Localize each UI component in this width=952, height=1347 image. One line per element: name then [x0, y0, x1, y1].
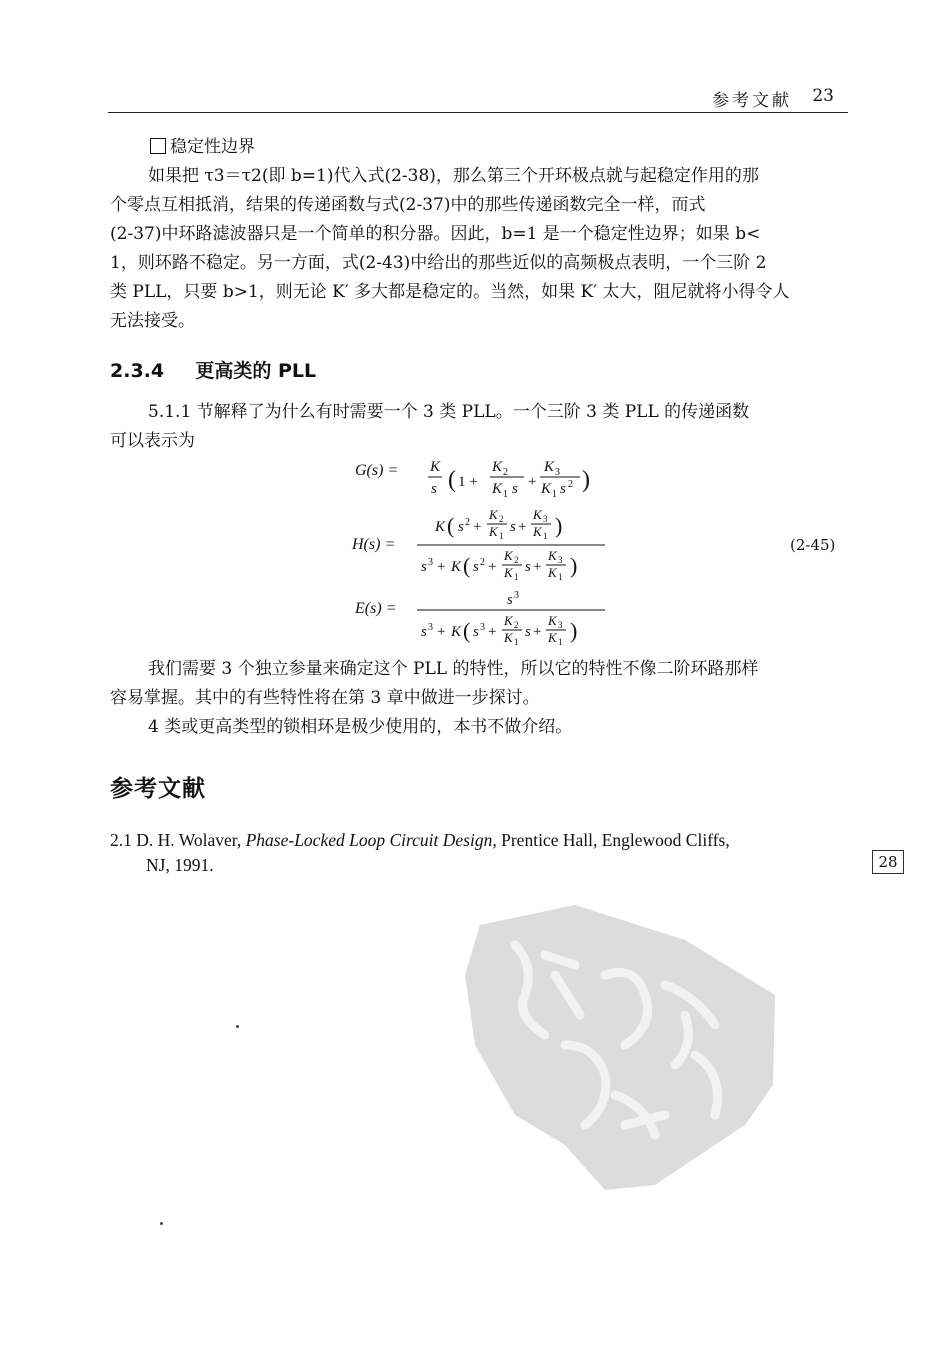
svg-text:s: s	[421, 559, 427, 575]
paragraph-line: 无法接受。	[110, 311, 195, 331]
svg-text:+: +	[518, 519, 527, 535]
margin-page-number: 28	[872, 850, 904, 874]
svg-text:K: K	[548, 565, 557, 580]
svg-text:2: 2	[514, 620, 519, 630]
svg-text:2: 2	[465, 517, 470, 528]
paragraph-line: 类 PLL，只要 b>1，则无论 K′ 多大都是稳定的。当然，如果 K′ 太大，阻尼就将小得令人	[110, 282, 790, 302]
equation-H-rhs	[415, 505, 615, 585]
svg-text:K: K	[548, 548, 557, 563]
reference-author: D. H. Wolaver,	[136, 830, 242, 850]
svg-text:3: 3	[543, 514, 548, 524]
svg-text:+: +	[488, 559, 497, 575]
svg-text:s: s	[560, 481, 566, 497]
svg-text:3: 3	[428, 622, 433, 633]
svg-text:3: 3	[428, 557, 433, 568]
svg-text:K: K	[435, 519, 446, 535]
svg-text:1: 1	[503, 489, 508, 500]
svg-text:K: K	[489, 507, 498, 522]
svg-text:1: 1	[514, 572, 519, 582]
svg-text:+: +	[533, 624, 542, 640]
paragraph-line: 我们需要 3 个独立参量来确定这个 PLL 的特性，所以它的特性不像二阶环路那样	[148, 659, 759, 679]
reference-line-2: NJ, 1991.	[146, 855, 214, 875]
svg-text:1: 1	[552, 489, 557, 500]
svg-text:+: +	[528, 474, 537, 490]
svg-text:s: s	[507, 592, 513, 608]
svg-text:K: K	[451, 559, 462, 575]
paragraph-line: (2-37)中环路滤波器只是一个简单的积分器。因此，b=1 是一个稳定性边界；如果 b<	[110, 224, 761, 244]
reference-line	[110, 828, 850, 853]
stability-heading-text: 稳定性边界	[170, 137, 255, 157]
running-header	[108, 82, 848, 113]
svg-text:K: K	[492, 481, 503, 497]
svg-text:3: 3	[558, 620, 563, 630]
svg-text:K: K	[489, 524, 498, 539]
svg-text:2: 2	[568, 479, 573, 490]
equation-E	[355, 600, 396, 618]
svg-text:s: s	[473, 559, 479, 575]
svg-text:3: 3	[514, 590, 519, 601]
svg-text:K: K	[533, 524, 542, 539]
watermark-seal-icon	[455, 885, 785, 1200]
svg-text:s: s	[473, 624, 479, 640]
svg-text:+: +	[437, 624, 446, 640]
svg-text:s: s	[431, 481, 437, 497]
svg-text:): )	[582, 467, 590, 493]
svg-text:s: s	[421, 624, 427, 640]
svg-text:+: +	[473, 519, 482, 535]
svg-text:K: K	[451, 624, 462, 640]
svg-text:2: 2	[514, 555, 519, 565]
svg-text:): )	[570, 553, 578, 578]
paragraph-line: 容易掌握。其中的有些特性将在第 3 章中做进一步探讨。	[110, 688, 540, 708]
svg-text:3: 3	[558, 555, 563, 565]
svg-text:K: K	[504, 630, 513, 645]
reference-number: 2.1	[110, 830, 132, 850]
svg-text:K: K	[504, 565, 513, 580]
references-heading: 参考文献	[110, 776, 206, 802]
paragraph-line: 个零点互相抵消，结果的传递函数与式(2-37)中的那些传递函数完全一样，而式	[110, 195, 706, 215]
svg-text:1: 1	[514, 637, 519, 647]
stray-dot	[236, 1025, 239, 1028]
svg-text:+: +	[533, 559, 542, 575]
svg-text:K: K	[504, 548, 513, 563]
svg-text:(: (	[463, 618, 471, 643]
equation-G-lhs: G(s) =	[355, 462, 399, 479]
svg-text:2: 2	[480, 557, 485, 568]
svg-text:1: 1	[558, 637, 563, 647]
svg-text:1: 1	[499, 531, 504, 541]
equation-G	[355, 462, 398, 480]
svg-text:K: K	[430, 459, 441, 475]
svg-text:): )	[570, 618, 578, 643]
paragraph-line: 可以表示为	[110, 431, 195, 451]
svg-text:s: s	[510, 519, 516, 535]
svg-text:1: 1	[558, 572, 563, 582]
svg-text:s: s	[525, 624, 531, 640]
header-page-number: 23	[812, 86, 834, 106]
equation-G-rhs	[420, 455, 600, 505]
reference-publisher: Prentice Hall, Englewood Cliffs,	[501, 830, 730, 850]
svg-text:2: 2	[503, 467, 508, 478]
equation-H	[352, 536, 395, 554]
svg-text:K: K	[533, 507, 542, 522]
svg-text:+: +	[488, 624, 497, 640]
svg-text:(: (	[447, 513, 455, 538]
equation-H-lhs: H(s) =	[352, 536, 396, 553]
section-title: 更高类的 PLL	[195, 360, 317, 382]
svg-text:2: 2	[499, 514, 504, 524]
reference-entry	[110, 828, 850, 878]
equation-number: (2-45)	[790, 536, 836, 554]
equation-E-rhs	[415, 588, 615, 650]
svg-text:K: K	[544, 459, 555, 475]
svg-text:+: +	[437, 559, 446, 575]
svg-text:K: K	[504, 613, 513, 628]
svg-text:s: s	[458, 519, 464, 535]
svg-text:(: (	[463, 553, 471, 578]
stability-paragraph	[110, 162, 848, 336]
svg-text:K: K	[548, 630, 557, 645]
header-title: 参考文献	[712, 91, 792, 111]
svg-text:K: K	[492, 459, 503, 475]
svg-text:1 +: 1 +	[458, 474, 478, 490]
paragraph-line: 4 类或更高类型的锁相环是极少使用的，本书不做介绍。	[148, 717, 573, 737]
intro-paragraph	[110, 398, 848, 456]
checkbox-square-icon	[150, 138, 166, 154]
equation-E-lhs: E(s) =	[355, 600, 397, 617]
paragraph-line: 如果把 τ3＝τ2(即 b=1)代入式(2-38)，那么第三个开环极点就与起稳定作用的那	[148, 166, 759, 186]
stability-heading	[150, 133, 255, 162]
svg-text:1: 1	[543, 531, 548, 541]
paragraph-line: 5.1.1 节解释了为什么有时需要一个 3 类 PLL。一个三阶 3 类 PLL 的传递函数	[148, 402, 750, 422]
paragraph-line: 1，则环路不稳定。另一方面，式(2-43)中给出的那些近似的高频极点表明，一个三阶 2	[110, 253, 767, 273]
after-equation-paragraph	[110, 655, 848, 742]
svg-text:s: s	[525, 559, 531, 575]
svg-text:3: 3	[555, 467, 560, 478]
stray-dot	[160, 1222, 163, 1225]
svg-text:3: 3	[480, 622, 485, 633]
section-heading	[110, 356, 316, 383]
svg-text:s: s	[512, 481, 518, 497]
svg-text:(: (	[448, 467, 456, 493]
svg-text:K: K	[548, 613, 557, 628]
section-number: 2.3.4	[110, 360, 165, 382]
svg-text:K: K	[541, 481, 552, 497]
reference-book-title: Phase-Locked Loop Circuit Design,	[245, 830, 497, 850]
svg-text:): )	[555, 513, 563, 538]
